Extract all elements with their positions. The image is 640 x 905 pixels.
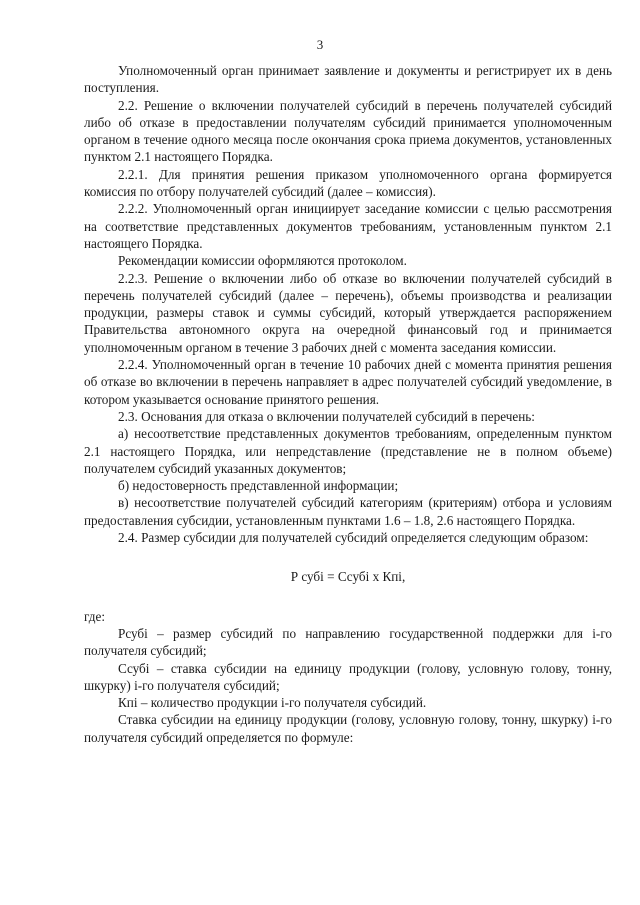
definition: Кпі – количество продукции і-го получателя субсидий. — [118, 695, 427, 711]
paragraph: в) несоответствие получателей субсидий категориям (критериям) отбора и условиям предоставления субсидии, установленным пунктами 1.6 – 1.8, 2.6 настоящего Порядка. — [84, 495, 612, 528]
paragraph: 2.2. Решение о включении получателей субсидий в перечень получателей субсидий либо об отказе в предоставлении получателям субсидий принимается уполномоченным органом в течение одного месяца после окончания срока приема документов, установленных пунктом 2.1 настоящего Порядка. — [84, 97, 612, 165]
paragraph: 2.2.4. Уполномоченный орган в течение 10 рабочих дней с момента принятия решения об отказе во включении в перечень направляет в адрес получателей субсидий уведомление, в котором указывается основание принятого решения. — [84, 357, 612, 407]
document-body — [84, 62, 612, 746]
definition: Ссубі – ставка субсидии на единицу продукции (голову, условную голову, тонну, шкурку) і-го получателя субсидий; — [84, 660, 612, 693]
paragraph: 2.4. Размер субсидии для получателей субсидий определяется следующим образом: — [118, 530, 589, 546]
paragraph: Уполномоченный орган принимает заявление и документы и регистрирует их в день поступления. — [84, 63, 612, 96]
paragraph: 2.2.3. Решение о включении либо об отказе во включении получателей субсидий в перечень получателей субсидий (далее – перечень), объемы производства и реализации продукции, размеры ставок и суммы субсидий, который утверждается распоряжением Правительства автономного округа на очередной финансовый год и принимается уполномоченным органом в течение 3 рабочих дней с момента заседания комиссии. — [84, 270, 612, 355]
where-label: где: — [84, 608, 105, 624]
paragraph: б) недостоверность представленной информации; — [118, 478, 399, 494]
paragraph: Рекомендации комиссии оформляются протоколом. — [118, 253, 407, 269]
paragraph: 2.2.1. Для принятия решения приказом уполномоченного органа формируется комиссия по отбору получателей субсидий (далее – комиссия). — [84, 166, 612, 200]
paragraph: 2.2.2. Уполномоченный орган инициирует заседание комиссии с целью рассмотрения на соответствие представленных документов требованиям, установленным пунктом 2.1 настоящего Порядка. — [84, 201, 612, 251]
definition: Ставка субсидии на единицу продукции (голову, условную голову, тонну, шкурку) і-го получателя субсидий определяется по формуле: — [84, 712, 612, 745]
paragraph: 2.3. Основания для отказа о включении получателей субсидий в перечень: — [118, 408, 535, 424]
page-number: 3 — [316, 37, 324, 52]
paragraph: а) несоответствие представленных документов требованиям, определенным пунктом 2.1 настоящего Порядка, или непредставление (представление не в полном объеме) получателем субсидий указанных документов; — [84, 426, 612, 476]
subsidy-formula: Р субі = Ссубі х Кпі, — [290, 569, 406, 585]
definition: Рсубі – размер субсидий по направлению государственной поддержки для і-го получателя субсидий; — [84, 625, 612, 659]
